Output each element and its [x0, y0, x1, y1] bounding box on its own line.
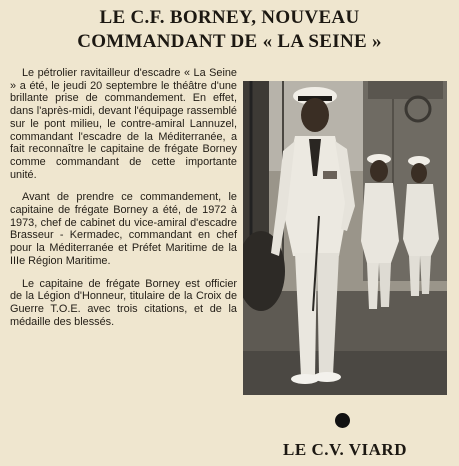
article-paragraph-2: Avant de prendre ce commandement, le capitaine de frégate Borney a été, de 1972 à 1973, chef de cabinet du vice-amiral d'escadre Brasseur - Kermadec, commandant en chef pour la Méditerranée et Préfet Maritime de la IIIe Région Maritime.	[10, 191, 237, 267]
headline-line-1: LE C.F. BORNEY, NOUVEAU	[99, 7, 360, 28]
section-bullet	[335, 413, 350, 428]
next-article-headline: LE C.V. VIARD	[283, 440, 407, 459]
headline-line-2: COMMANDANT DE « LA SEINE »	[77, 31, 382, 52]
article-paragraph-1: Le pétrolier ravitailleur d'escadre « La Seine » a été, le jeudi 20 septembre le théâtre d'une brillante prise de commandement. En effet, dans l'après-midi, devant l'équipage rassemblé sur le pont milieu, le contre-amiral Lannuzel, commandant l'escadre de la Méditerranée, a fait reconnaître le capitaine de frégate Borney comme commandant de cette importante unité.	[10, 67, 237, 181]
ceremony-photo	[243, 81, 447, 395]
article-paragraph-3: Le capitaine de frégate Borney est officier de la Légion d'Honneur, titulaire de la Croix de Guerre T.O.E. avec trois citations, et de la médaille des blessés.	[10, 277, 237, 328]
article-headline	[0, 6, 459, 54]
article-body	[10, 67, 237, 338]
